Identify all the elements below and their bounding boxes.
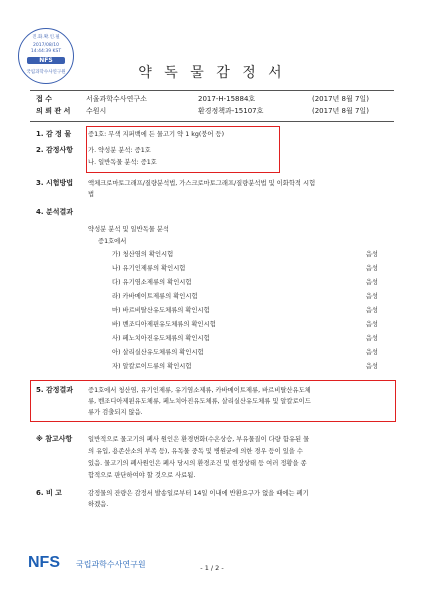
stamp-date: 2017/08/10: [33, 43, 59, 48]
note-line-2: 의 유입, 용존산소의 부족 등), 유독물 중독 및 병원균에 의한 경우 등이 있을 수: [88, 448, 303, 455]
document-title: 약 독 물 감 정 서: [138, 65, 286, 81]
section-3-text-cont: 법: [88, 191, 95, 198]
section-5-line-3: 류가 검출되지 않음.: [88, 409, 143, 416]
section-5-line-1: 증1호에서 청산염, 유기인제류, 유기염소제류, 카바메이트제류, 바르비탈산유도체: [88, 387, 311, 394]
stamp-top-text: 진.화.확.인.필: [32, 35, 60, 40]
section-5-label: 5. 감정결과: [36, 386, 74, 394]
divider: [30, 90, 394, 91]
test-item: 나) 유기인제류의 확인시험 음성: [112, 265, 378, 272]
test-item: 라) 카바메이트제류의 확인시험 음성: [112, 293, 378, 300]
section-2-item-a: 가. 약성분 분석: 증1호: [88, 147, 151, 154]
section-4-label: 4. 분석결과: [36, 208, 74, 216]
requester-date: (2017년 8월 7일): [312, 107, 369, 115]
stamp-time: 14:44:39 KST: [30, 49, 62, 54]
note-line-1: 일반적으로 물고기의 폐사 원인은 환경변화(수온상승, 부유물질이 다량 함유된 물: [88, 436, 310, 443]
requester-label: 의 뢰 관 서: [36, 107, 71, 115]
stamp-badge: NFS: [27, 57, 65, 64]
section-4-subtitle: 약성분 분석 및 일반독물 분석: [88, 226, 169, 233]
footer-org-name: 국립과학수사연구원: [76, 560, 146, 569]
stamp-bottom-text: 국립과학수사연구원: [26, 70, 66, 75]
requester-org: 수원시: [86, 107, 107, 115]
section-4-sample: 증1호에서: [98, 238, 127, 245]
note-line-3: 있음. 물고기의 폐사원인은 폐사 당시의 환경조건 및 현장상태 등 여러 정황을 종: [88, 460, 307, 467]
test-item: 마) 바르비탈산유도체류의 확인시험 음성: [112, 307, 378, 314]
test-item: 다) 유기염소제류의 확인시험 음성: [112, 279, 378, 286]
nfs-logo: NFS: [28, 554, 60, 571]
section-6-text: 감정물의 잔량은 감정서 발송일로부터 14일 이내에 반환요구가 없을 때에는 폐기: [88, 490, 309, 497]
page-number: - 1 / 2 -: [200, 564, 224, 572]
test-item: 사) 페노치아진유도체류의 확인시험 음성: [112, 335, 378, 342]
section-5-line-2: 류, 벤조디아제핀유도체류, 페노치아진유도체류, 살리실산유도체류 및 알칼로이드: [88, 398, 311, 405]
note-label: ※ 참고사항: [36, 435, 73, 443]
section-3-label: 3. 시험방법: [36, 179, 74, 187]
section-2-item-b: 나. 일반독물 분석: 증1호: [88, 159, 157, 166]
divider: [30, 121, 394, 122]
requester-number: 환경정책과-15107호: [198, 107, 264, 115]
receipt-org: 서울과학수사연구소: [86, 95, 147, 103]
section-6-text-cont: 하겠음.: [88, 501, 109, 508]
test-item: 아) 살리실산유도체류의 확인시험 음성: [112, 349, 378, 356]
receipt-label: 접 수: [36, 95, 52, 103]
section-1-text: 증1호: 무색 지퍼백에 든 물고기 약 1 kg(붕어 등): [88, 131, 225, 138]
receipt-date: (2017년 8월 7일): [312, 95, 369, 103]
test-item: 바) 벤조디아제핀유도체류의 확인시험 음성: [112, 321, 378, 328]
receipt-number: 2017-H-15884호: [198, 95, 256, 103]
test-item: 가) 청산염의 확인시험 음성: [112, 251, 378, 258]
test-item: 자) 알칼로이드류의 확인시험 음성: [112, 363, 378, 370]
section-3-text: 액체크로마토그래프/질량분석법, 가스크로마토그래프/질량분석법 및 이화학적 시험: [88, 180, 316, 187]
section-1-label: 1. 감 정 물: [36, 130, 72, 138]
section-6-label: 6. 비 고: [36, 489, 62, 497]
section-2-label: 2. 감정사항: [36, 146, 74, 154]
note-line-4: 합적으로 판단하여야 할 것으로 사료됨.: [88, 472, 196, 479]
